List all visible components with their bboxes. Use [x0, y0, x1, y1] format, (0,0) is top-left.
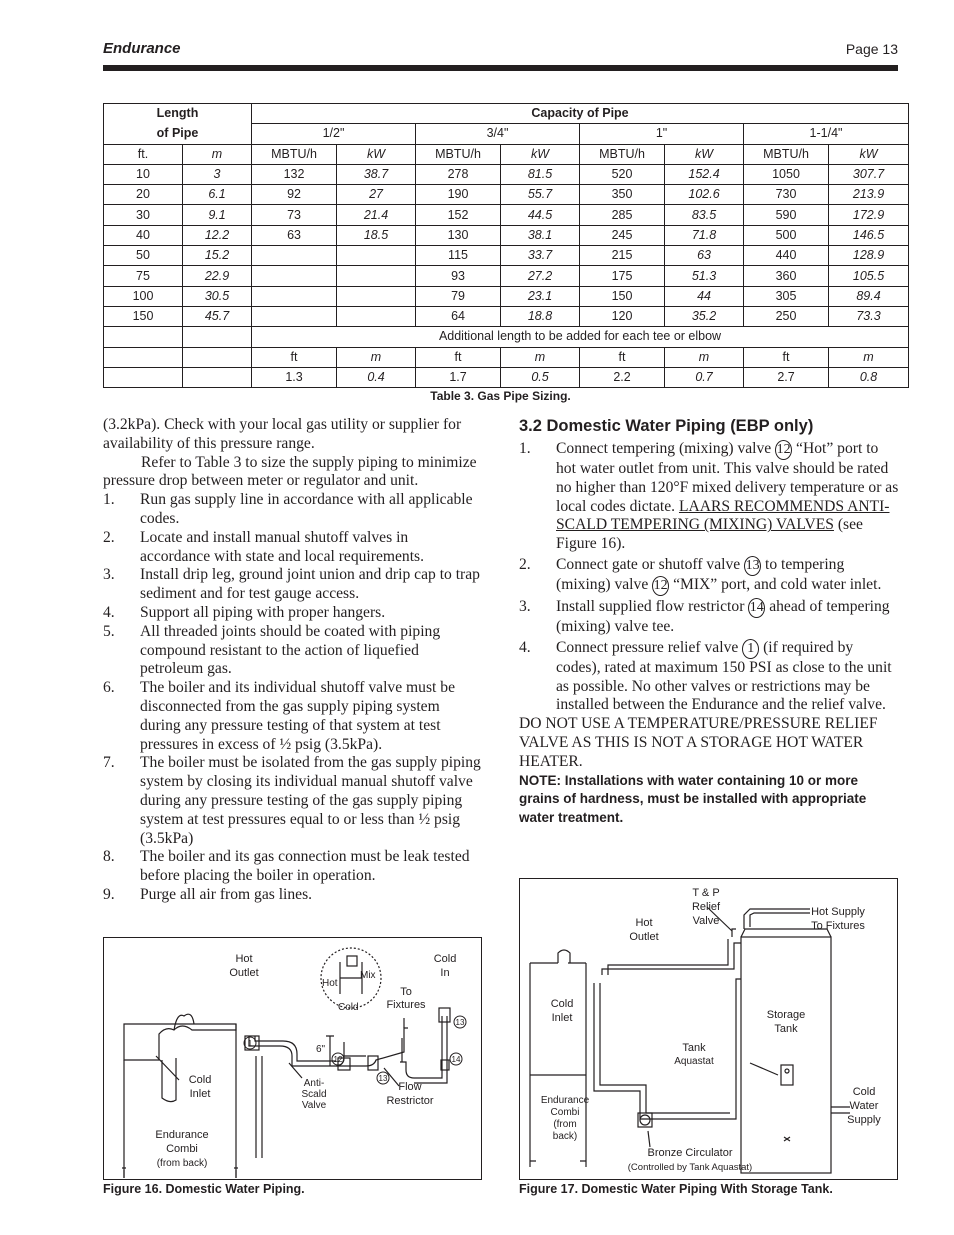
additional-unit: m	[665, 347, 744, 367]
additional-unit: ft	[744, 347, 829, 367]
table-cell: 120	[580, 306, 665, 326]
brand-name: Endurance	[103, 40, 181, 57]
list-item	[103, 491, 481, 529]
gas-steps-list	[103, 491, 481, 905]
section-heading: 3.2 Domestic Water Piping (EBP only)	[519, 417, 814, 435]
callout-number: 12	[652, 576, 669, 596]
tp-relief-label: Valve	[692, 915, 720, 927]
table-cell: 730	[744, 185, 829, 205]
item-text: Connect pressure relief valve	[556, 638, 739, 656]
hot-supply-label: To Fixtures	[811, 920, 865, 932]
item-number: 1.	[519, 440, 531, 457]
callout-number: 12	[775, 440, 792, 460]
item-text: “MIX” port, and cold water inlet.	[673, 575, 882, 593]
storage-tank-label: Storage	[766, 1009, 806, 1021]
unit-row	[104, 144, 909, 164]
cold-port-label: Cold	[338, 1002, 359, 1013]
cold-inlet-label: Cold	[188, 1074, 212, 1086]
unit-header: ft.	[104, 144, 183, 164]
table-cell: 55.7	[501, 185, 580, 205]
hardness-note: NOTE: Installations with water containing 10 or more grains of hardness, must be installed with appropriate water treatment.	[519, 772, 867, 825]
item-text: The boiler must be isolated from the gas supply piping system by closing its individual manual shutoff valve during any pressure testing of the gas supply piping system at test pressures equal to or less than ½ psig (3.5kPa)	[140, 754, 481, 847]
list-item	[103, 848, 481, 886]
table-cell: 150	[104, 306, 183, 326]
item-number: 2.	[519, 555, 531, 573]
additional-unit: ft	[580, 347, 665, 367]
table-cell: 172.9	[829, 205, 909, 225]
table-cell: 23.1	[501, 286, 580, 306]
cold-water-supply-label: Water	[849, 1100, 879, 1112]
unit-header: kW	[337, 144, 416, 164]
table-cell: 38.1	[501, 225, 580, 245]
table-cell	[337, 306, 416, 326]
table-cell: 9.1	[183, 205, 252, 225]
additional-unit: m	[829, 347, 909, 367]
item-text: Install drip leg, ground joint union and drip cap to trap sediment and for test gauge access.	[140, 566, 480, 603]
storage-tank-piping-drawing	[520, 879, 897, 1179]
table-cell: 105.5	[829, 266, 909, 286]
anti-scald-label: Anti-	[303, 1078, 325, 1089]
list-item	[519, 639, 899, 715]
aquastat-label: Aquastat	[674, 1056, 714, 1067]
header-rule	[103, 65, 898, 71]
table-cell: 100	[104, 286, 183, 306]
additional-length-label: Additional length to be added for each tee or elbow	[252, 327, 909, 347]
cold-in-label: In	[440, 967, 450, 979]
table-cell: 152	[416, 205, 501, 225]
anti-scald-recommendation: LAARS RECOMMENDS ANTI-SCALD TEMPERING (MIXING) VALVES	[556, 497, 890, 534]
item-text: The boiler and its gas connection must be leak tested before placing the boiler in operation.	[140, 848, 470, 885]
table-cell: 128.9	[829, 246, 909, 266]
pipe-size-row	[104, 124, 909, 144]
table-cell: 10	[104, 164, 183, 184]
table-cell: 73.3	[829, 306, 909, 326]
table-cell: 50	[104, 246, 183, 266]
callout-14: 14	[451, 1055, 461, 1064]
table-cell: 15.2	[183, 246, 252, 266]
table-cell: 89.4	[829, 286, 909, 306]
unit-header: MBTU/h	[252, 144, 337, 164]
combi-label: Combi	[550, 1107, 580, 1118]
list-item	[103, 604, 481, 623]
additional-value: 0.4	[337, 367, 416, 387]
pipe-size-header: 3/4"	[416, 124, 580, 144]
unit-header: MBTU/h	[744, 144, 829, 164]
table-cell: 520	[580, 164, 665, 184]
additional-unit-row	[104, 347, 909, 367]
combi-label: Combi	[166, 1143, 198, 1155]
table-cell: 44.5	[501, 205, 580, 225]
domestic-water-piping-drawing	[104, 938, 481, 1179]
table-cell: 285	[580, 205, 665, 225]
additional-value: 0.7	[665, 367, 744, 387]
additional-unit: ft	[416, 347, 501, 367]
table-cell: 307.7	[829, 164, 909, 184]
table-cell: 27	[337, 185, 416, 205]
item-number: 5.	[103, 622, 115, 640]
table-cell: 21.4	[337, 205, 416, 225]
table-cell: 92	[252, 185, 337, 205]
combi-label: Endurance	[540, 1095, 590, 1106]
item-text: (see Figure 16).	[556, 516, 863, 553]
table-cell: 81.5	[501, 164, 580, 184]
table-cell: 30	[104, 205, 183, 225]
six-inch-label: 6"	[316, 1044, 326, 1055]
table-cell: 22.9	[183, 266, 252, 286]
empty-cell	[104, 367, 183, 387]
table-cell: 130	[416, 225, 501, 245]
table-cell: 93	[416, 266, 501, 286]
table-body	[104, 164, 909, 326]
callout-number: 13	[744, 556, 761, 576]
empty-cell	[183, 367, 252, 387]
cold-in-label: Cold	[433, 953, 457, 965]
callout-12: 12	[333, 1055, 343, 1064]
item-text: Locate and install manual shutoff valves in accordance with state and local requirements.	[140, 528, 425, 565]
table-cell: 115	[416, 246, 501, 266]
callout-13: 13	[378, 1074, 388, 1083]
empty-cell	[183, 347, 252, 367]
combi-label: back)	[552, 1131, 578, 1142]
table-cell: 102.6	[665, 185, 744, 205]
unit-header: MBTU/h	[580, 144, 665, 164]
unit-header: kW	[829, 144, 909, 164]
item-number: 7.	[103, 754, 115, 772]
hot-outlet-label: Outlet	[629, 931, 659, 943]
callout-number: 14	[748, 598, 765, 618]
list-item	[519, 598, 899, 637]
unit-header: kW	[665, 144, 744, 164]
table-cell	[252, 286, 337, 306]
item-number: 9.	[103, 885, 115, 903]
table-cell: 38.7	[337, 164, 416, 184]
item-text: ahead of tempering (mixing) valve tee.	[556, 597, 890, 635]
anti-scald-label: Scald	[301, 1089, 327, 1100]
table-cell: 146.5	[829, 225, 909, 245]
item-text: The boiler and its individual shutoff valve must be disconnected from the gas supply piping system during any pressure testing of that system at test pressures in excess of ½ psig (3.5kPa).	[140, 679, 455, 753]
item-text: (if required by codes), rated at maximum 150 PSI as close to the unit as possible. No other valves or restrictions may be installed between the Endurance and the relief valve.	[556, 638, 892, 714]
mix-port-label: Mix	[360, 970, 376, 981]
item-text: to tempering (mixing) valve	[556, 555, 845, 593]
table-row	[104, 225, 909, 245]
list-item	[103, 754, 481, 848]
item-number: 3.	[103, 566, 115, 584]
item-number: 6.	[103, 679, 115, 697]
table-cell: 350	[580, 185, 665, 205]
table-cell: 215	[580, 246, 665, 266]
head-capacity: Capacity of Pipe	[252, 104, 909, 124]
item-number: 8.	[103, 848, 115, 866]
table-cell: 152.4	[665, 164, 744, 184]
additional-value-row	[104, 367, 909, 387]
hot-outlet-label: Outlet	[229, 967, 259, 979]
right-column	[519, 416, 899, 827]
table-cell: 35.2	[665, 306, 744, 326]
additional-value: 1.7	[416, 367, 501, 387]
combi-label: (from	[553, 1119, 577, 1130]
table-cell: 44	[665, 286, 744, 306]
table-row	[104, 306, 909, 326]
cold-inlet-label: Cold	[550, 998, 574, 1010]
table-cell: 500	[744, 225, 829, 245]
item-text: Support all piping with proper hangers.	[140, 603, 386, 621]
flow-restrictor-label: Flow	[398, 1081, 422, 1093]
table-cell: 3	[183, 164, 252, 184]
table-cell: 40	[104, 225, 183, 245]
pipe-size-header: 1/2"	[252, 124, 416, 144]
table-row	[104, 205, 909, 225]
additional-unit: ft	[252, 347, 337, 367]
gas-pipe-sizing-table	[103, 103, 909, 388]
combi-label: (from back)	[156, 1158, 208, 1169]
table-cell: 75	[104, 266, 183, 286]
table-row	[104, 185, 909, 205]
table-cell: 250	[744, 306, 829, 326]
table-cell: 79	[416, 286, 501, 306]
table-cell	[252, 246, 337, 266]
anti-scald-label: Valve	[301, 1100, 327, 1111]
callout-number: 1	[742, 639, 759, 659]
table-cell: 18.8	[501, 306, 580, 326]
table-cell: 20	[104, 185, 183, 205]
figure-17-diagram	[519, 878, 898, 1180]
item-text: “Hot” port to hot water outlet from unit. This valve should be rated no higher than 120°F mixed delivery temperature or as local codes dictate.	[556, 440, 899, 515]
refer-paragraph: Refer to Table 3 to size the supply piping to minimize pressure drop between meter or regulator and unit.	[103, 453, 477, 490]
hot-outlet-label: Hot	[235, 953, 253, 965]
table-cell: 590	[744, 205, 829, 225]
table-cell: 51.3	[665, 266, 744, 286]
combi-label: Endurance	[155, 1129, 209, 1141]
table-cell: 63	[252, 225, 337, 245]
figure-16-caption: Figure 16. Domestic Water Piping.	[103, 1182, 305, 1196]
item-text: Install supplied flow restrictor	[556, 597, 745, 615]
table-cell: 12.2	[183, 225, 252, 245]
table-cell: 6.1	[183, 185, 252, 205]
head-of-pipe: of Pipe	[104, 124, 252, 144]
intro-paragraph: (3.2kPa). Check with your local gas utility or supplier for availability of this pressure range.	[103, 416, 462, 452]
flow-restrictor-label: Restrictor	[386, 1095, 434, 1107]
table-cell: 440	[744, 246, 829, 266]
additional-value: 0.8	[829, 367, 909, 387]
table-cell: 45.7	[183, 306, 252, 326]
list-item	[103, 679, 481, 754]
item-number: 4.	[519, 638, 531, 656]
list-item	[103, 529, 481, 567]
table-cell: 1050	[744, 164, 829, 184]
pipe-size-header: 1-1/4"	[744, 124, 909, 144]
additional-value: 0.5	[501, 367, 580, 387]
additional-unit: m	[501, 347, 580, 367]
figure-16-diagram	[103, 937, 482, 1180]
table-cell: 18.5	[337, 225, 416, 245]
warning-text: DO NOT USE A TEMPERATURE/PRESSURE RELIEF VALVE AS THIS IS NOT A STORAGE HOT WATER HEATER.	[519, 715, 878, 770]
unit-header: m	[183, 144, 252, 164]
to-fixtures-label: To	[400, 986, 412, 998]
table-cell: 83.5	[665, 205, 744, 225]
empty-cell	[183, 327, 252, 347]
unit-header: kW	[501, 144, 580, 164]
callout-1: 1	[247, 1039, 253, 1048]
list-item	[103, 623, 481, 679]
additional-value: 2.2	[580, 367, 665, 387]
item-text: All threaded joints should be coated with piping compound resistant to the action of liquefied petroleum gas.	[140, 622, 441, 678]
tp-relief-label: T & P	[692, 887, 720, 899]
list-item	[519, 440, 899, 554]
page-number: Page 13	[845, 41, 898, 57]
table-cell: 175	[580, 266, 665, 286]
item-text: Connect gate or shutoff valve	[556, 555, 741, 573]
table-row	[104, 164, 909, 184]
table-cell: 64	[416, 306, 501, 326]
cold-water-supply-label: Supply	[847, 1114, 881, 1126]
left-column	[103, 416, 481, 905]
table-row	[104, 286, 909, 306]
unit-header: MBTU/h	[416, 144, 501, 164]
table-cell: 213.9	[829, 185, 909, 205]
cold-water-supply-label: Cold	[852, 1086, 876, 1098]
table-cell	[337, 286, 416, 306]
table-row	[104, 266, 909, 286]
item-number: 1.	[103, 491, 115, 509]
circulator-label: Bronze Circulator	[647, 1147, 733, 1159]
table-cell: 30.5	[183, 286, 252, 306]
item-text: Connect tempering (mixing) valve	[556, 440, 772, 457]
table-cell: 73	[252, 205, 337, 225]
table-cell: 27.2	[501, 266, 580, 286]
hot-outlet-label: Hot	[635, 917, 653, 929]
pipe-size-header: 1"	[580, 124, 744, 144]
additional-value: 1.3	[252, 367, 337, 387]
table-cell: 33.7	[501, 246, 580, 266]
table-cell: 63	[665, 246, 744, 266]
tp-relief-label: Relief	[691, 901, 721, 913]
hot-port-label: Hot	[322, 978, 338, 989]
table-cell	[252, 306, 337, 326]
aquastat-label: Tank	[682, 1042, 706, 1054]
figure-17-caption: Figure 17. Domestic Water Piping With Storage Tank.	[519, 1182, 833, 1196]
hot-supply-label: Hot Supply	[811, 906, 865, 918]
list-item	[519, 556, 899, 596]
table-cell: 132	[252, 164, 337, 184]
table-cell: 360	[744, 266, 829, 286]
table-cell: 71.8	[665, 225, 744, 245]
item-text: Run gas supply line in accordance with all applicable codes.	[140, 491, 473, 527]
table-cell: 245	[580, 225, 665, 245]
table-cell	[252, 266, 337, 286]
table-cell: 305	[744, 286, 829, 306]
cold-inlet-label: Inlet	[551, 1012, 573, 1024]
item-text: Purge all air from gas lines.	[140, 885, 313, 903]
storage-tank-label: Tank	[774, 1023, 798, 1035]
table-row	[104, 246, 909, 266]
callout-13: 13	[455, 1018, 465, 1027]
item-number: 3.	[519, 597, 531, 615]
table-cell: 278	[416, 164, 501, 184]
item-number: 4.	[103, 603, 115, 621]
list-item	[103, 566, 481, 604]
table-cell: 190	[416, 185, 501, 205]
table-cell: 150	[580, 286, 665, 306]
circulator-note: (Controlled by Tank Aquastat)	[627, 1162, 753, 1173]
item-number: 2.	[103, 528, 115, 546]
head-length: Length	[104, 104, 252, 124]
table-cell	[337, 266, 416, 286]
table-caption: Table 3. Gas Pipe Sizing.	[430, 389, 571, 403]
table-cell	[337, 246, 416, 266]
list-item	[103, 886, 481, 905]
additional-unit: m	[337, 347, 416, 367]
to-fixtures-label: Fixtures	[386, 999, 426, 1011]
empty-cell	[104, 327, 183, 347]
additional-value: 2.7	[744, 367, 829, 387]
cold-inlet-label: Inlet	[189, 1088, 211, 1100]
empty-cell	[104, 347, 183, 367]
